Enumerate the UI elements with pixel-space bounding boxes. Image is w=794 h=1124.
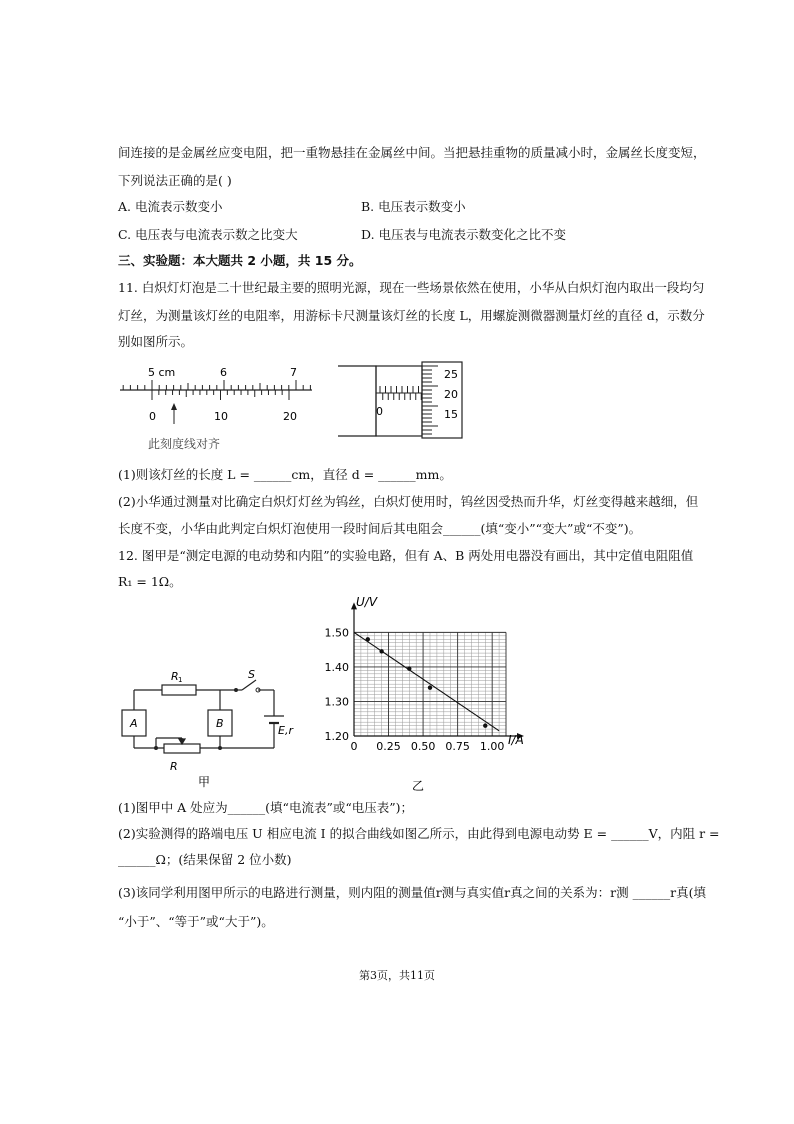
graph-fit-line: [354, 632, 499, 730]
q12-part1: (1)图甲中 A 处应为______(填“电流表”或“电压表”)；: [118, 800, 413, 815]
caliper-main-scale: [120, 380, 312, 400]
graph-xlabel: I/A: [508, 733, 524, 747]
graph-y-tick-label: 1.20: [324, 730, 349, 743]
q12-part2-line2: ______Ω；(结果保留 2 位小数): [118, 852, 292, 867]
q12-stem-line2: R₁ = 1Ω。: [118, 574, 182, 589]
q12-stem-line1: 12. 图甲是“测定电源的电动势和内阻”的实验电路，但有 A、B 两处用电器没有画出，其中定值电阻阻值: [118, 548, 694, 563]
rheostat: [164, 744, 200, 753]
q11-stem-line3: 别如图所示。: [118, 334, 194, 349]
caliper-main-label-7: 7: [290, 366, 297, 379]
graph-x-tick-label: 0.75: [445, 740, 470, 753]
graph-x-tick-label: 0.25: [376, 740, 401, 753]
caliper-vernier-label-20: 20: [283, 410, 297, 423]
q12-part3-line1: (3)该同学利用图甲所示的电路进行测量，则内阻的测量值r测与真实值r真之间的关系为：r测 ______r真(填: [118, 885, 706, 900]
label-battery: E,r: [278, 724, 293, 737]
ui-graph: [318, 590, 538, 796]
q11-part2-line2: 长度不变，小华由此判定白炽灯泡使用一段时间后其电阻会______(填“变小”“变大”或“不变”)。: [118, 521, 642, 536]
graph-data-point: [366, 637, 370, 641]
micrometer-thimble-label-20: 20: [444, 388, 458, 401]
graph-data-point: [428, 685, 432, 689]
label-box-b: B: [216, 717, 224, 730]
option-a: A. 电流表示数变小: [118, 199, 223, 214]
graph-data-point: [483, 723, 487, 727]
graph-y-tick-label: 1.40: [324, 660, 349, 674]
caliper-vernier-label-0: 0: [149, 410, 156, 423]
graph-x-tick-label: 0.50: [410, 740, 436, 753]
label-s: S: [248, 668, 255, 681]
graph-caption: 乙: [412, 779, 425, 793]
graph-tick-labels: [325, 626, 505, 753]
question10-stem-line2: 下列说法正确的是( ): [118, 173, 232, 188]
option-d: D. 电压表与电流表示数变化之比不变: [361, 227, 567, 242]
question10-stem-line1: 间连接的是金属丝应变电阻，把一重物悬挂在金属丝中间。当把悬挂重物的质量减小时，金属丝长度变短，: [118, 145, 706, 160]
switch-s: [242, 680, 256, 690]
label-box-a: A: [130, 717, 138, 730]
graph-data-point: [379, 649, 383, 653]
micrometer-sleeve-label-0: 0: [376, 405, 383, 418]
graph-data-marks: [354, 632, 499, 730]
q11-stem-line2: 灯丝，为测量该灯丝的电阻率，用游标卡尺测量该灯丝的长度 L，用螺旋测微器测量灯丝的直径 d，示数分: [118, 308, 705, 323]
circuit-caption: 甲: [198, 775, 211, 788]
caliper-main-label-6: 6: [220, 366, 227, 379]
q11-part2-line1: (2)小华通过测量对比确定白炽灯灯丝为钨丝，白炽灯使用时，钨丝因受热而升华，灯丝变得越来越细，但: [118, 494, 699, 509]
page-footer: 第3页，共11页: [359, 969, 435, 982]
q11-stem-line1: 11. 白炽灯灯泡是二十世纪最主要的照明光源，现在一些场景依然在使用，小华从白炽灯泡内取出一段均匀: [118, 280, 705, 295]
q12-part3-line2: “小于”、“等于”或“大于”)。: [118, 914, 274, 929]
label-rheostat: R: [170, 760, 178, 773]
micrometer-thimble-label-15: 15: [444, 408, 458, 421]
graph-y-tick-label: 1.50: [324, 626, 349, 640]
option-b: B. 电压表示数变小: [361, 199, 466, 214]
graph-x-tick-label: 1.00: [479, 740, 505, 753]
caliper-vernier-label-10: 10: [214, 410, 228, 423]
micrometer-thimble-ticks: [422, 366, 438, 438]
q11-part1: (1)则该灯丝的长度 L = ______cm，直径 d = ______mm。: [118, 467, 452, 482]
label-r1-sub: 1: [178, 676, 183, 684]
graph-x-tick-label: 0: [350, 740, 358, 753]
resistor-r1: [162, 685, 196, 695]
graph-ylabel: U/V: [356, 595, 378, 609]
vernier-caliper-figure: [118, 362, 314, 456]
graph-y-tick-label: 1.30: [324, 695, 349, 709]
option-c: C. 电压表与电流表示数之比变大: [118, 227, 298, 242]
label-r1: R: [171, 670, 179, 683]
circuit-diagram: [116, 668, 296, 788]
q12-part2-line1: (2)实验测得的路端电压 U 相应电流 I 的拟合曲线如图乙所示，由此得到电源电动势 E = ______V，内阻 r =: [118, 826, 720, 841]
micrometer-figure: [336, 360, 466, 440]
graph-data-point: [407, 666, 411, 670]
micrometer-thimble-label-25: 25: [444, 368, 458, 381]
caliper-arrow-icon: [171, 403, 177, 424]
section-heading: 三、实验题：本大题共 2 小题，共 15 分。: [118, 253, 362, 268]
caliper-note: 此刻度线对齐: [148, 437, 221, 451]
caliper-main-label-5: 5 cm: [148, 366, 176, 379]
